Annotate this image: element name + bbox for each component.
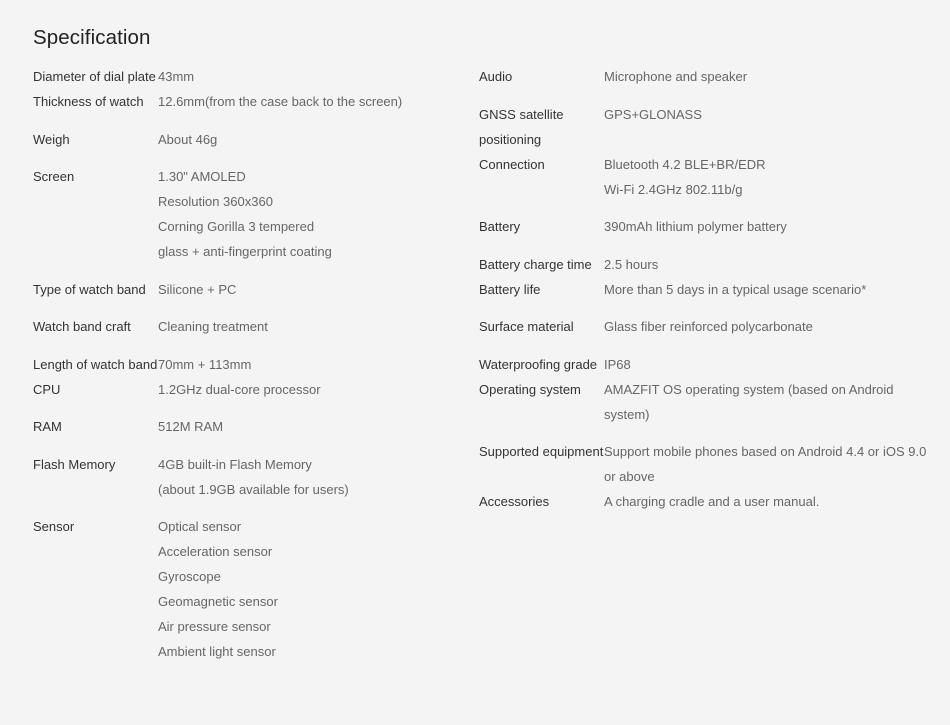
spec-value: Ambient light sensor [158,644,276,659]
spec-value: Wi-Fi 2.4GHz 802.11b/g [604,181,743,197]
spec-value: More than 5 days in a typical usage scenario* [604,281,867,297]
spec-values [604,64,939,89]
spec-values [158,277,453,302]
spec-row [33,127,453,152]
spec-values [604,489,939,514]
spec-label: Diameter of dial plate [33,69,156,84]
spec-value: Geomagnetic sensor [158,594,278,609]
spec-value: 1.30" AMOLED [158,169,246,184]
spec-value: Silicone + PC [158,281,237,297]
spec-row [479,314,939,339]
spec-row [479,277,939,302]
spec-row [33,514,453,664]
spec-value: Resolution 360x360 [158,194,273,209]
spec-value: Microphone and speaker [604,69,748,84]
spec-values [158,127,453,152]
spec-values [158,89,453,114]
spec-row [479,252,939,277]
spec-label: Type of watch band [33,281,146,297]
spec-row [479,489,939,514]
spec-value: About 46g [158,131,218,147]
spec-values [604,277,939,302]
spec-label: Accessories [479,494,550,509]
spec-label: Battery charge time [479,256,592,272]
spec-value: Acceleration sensor [158,544,273,559]
spec-values [604,102,939,127]
spec-values [158,314,453,339]
spec-label: Battery [479,219,521,234]
spec-label: RAM [33,419,62,434]
spec-row [479,377,939,427]
spec-value: 2.5 hours [604,256,659,272]
spec-row [479,102,939,152]
spec-value: Gyroscope [158,569,221,584]
spec-values [158,352,453,377]
spec-values [158,64,453,89]
spec-value: Cleaning treatment [158,319,268,334]
spec-label: Length of watch band [33,356,158,372]
spec-value: 43mm [158,69,195,84]
spec-row [479,439,939,489]
spec-row [33,377,453,402]
spec-value: Optical sensor [158,519,242,534]
spec-value: 4GB built-in Flash Memory [158,456,312,472]
spec-value: Corning Gorilla 3 tempered [158,219,315,234]
spec-row [479,352,939,377]
spec-values [158,377,453,402]
spec-row [479,152,939,202]
spec-values [158,452,453,502]
spec-value: AMAZFIT OS operating system (based on Android system) [604,381,894,422]
spec-value: 512M RAM [158,419,224,434]
spec-column-left [33,64,453,677]
spec-label: Weigh [33,131,70,147]
spec-label: Surface material [479,319,574,334]
spec-value: 390mAh lithium polymer battery [604,219,787,234]
spec-value: Air pressure sensor [158,619,271,634]
spec-row [33,164,453,264]
spec-label: Supported equipment [479,444,604,459]
spec-row [33,64,453,89]
spec-value: Glass fiber reinforced polycarbonate [604,319,813,334]
spec-label: Watch band craft [33,319,131,334]
spec-values [604,252,939,277]
spec-label: Operating system [479,381,581,397]
spec-values [604,314,939,339]
spec-value: Support mobile phones based on Android 4.4 or iOS 9.0 or above [604,444,927,484]
page-title: Specification [33,26,151,49]
spec-row [33,352,453,377]
spec-value: Bluetooth 4.2 BLE+BR/EDR [604,156,766,172]
spec-label: GNSS satellite positioning [479,106,564,147]
spec-values [604,214,939,239]
spec-row [33,414,453,439]
spec-values [604,377,939,427]
spec-row [33,277,453,302]
spec-label: Screen [33,169,75,184]
spec-values [158,414,453,439]
spec-label: CPU [33,381,61,397]
spec-label: Flash Memory [33,456,116,472]
spec-row [479,214,939,239]
spec-label: Connection [479,156,545,172]
spec-row [33,452,453,502]
spec-label: Sensor [33,519,75,534]
spec-label: Waterproofing grade [479,356,598,372]
spec-value: IP68 [604,356,631,372]
spec-value: (about 1.9GB available for users) [158,481,349,497]
spec-values [158,164,453,264]
spec-row [33,314,453,339]
spec-value: 1.2GHz dual-core processor [158,381,321,397]
spec-label: Thickness of watch [33,94,144,109]
spec-values [604,439,939,489]
spec-row [33,89,453,114]
spec-values [604,352,939,377]
spec-label: Battery life [479,281,541,297]
spec-label: Audio [479,69,513,84]
spec-values [604,152,939,202]
spec-values [158,514,453,664]
spec-value: 70mm + 113mm [158,356,252,372]
spec-column-right [479,64,939,527]
spec-value: glass + anti-fingerprint coating [158,244,332,259]
spec-row [479,64,939,89]
spec-value: A charging cradle and a user manual. [604,494,820,509]
spec-value: 12.6mm(from the case back to the screen) [158,94,403,109]
spec-value: GPS+GLONASS [604,106,702,122]
